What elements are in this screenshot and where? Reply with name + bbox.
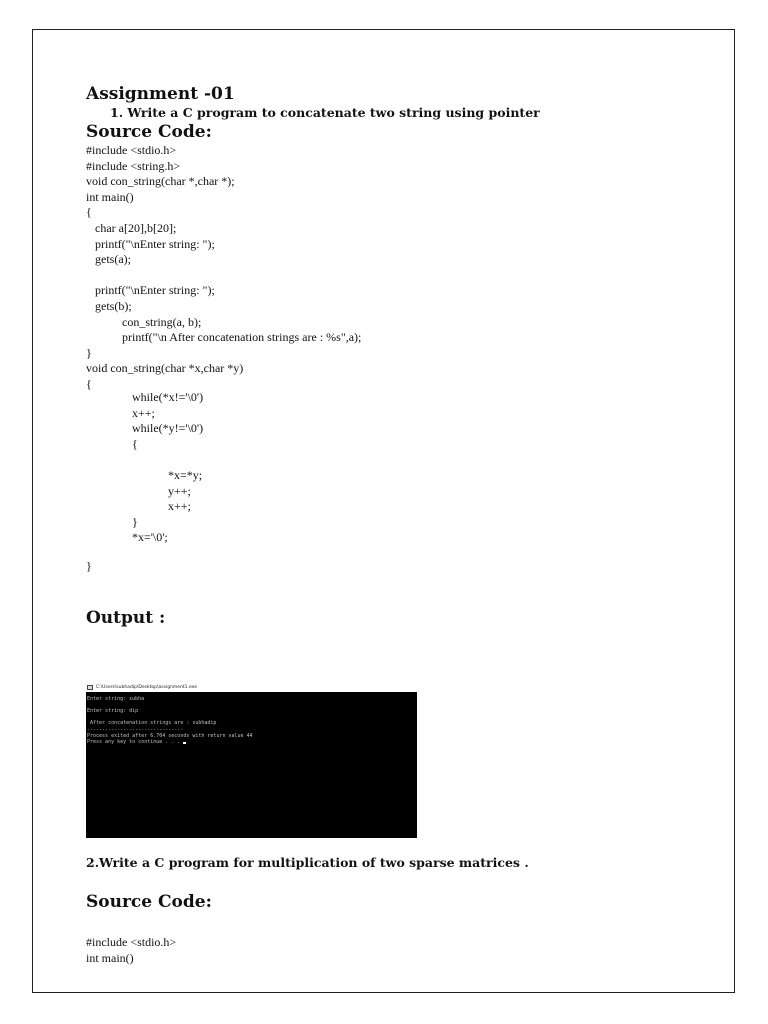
assignment-title: Assignment -01 [86,84,235,104]
code-line: y++; [132,483,191,498]
code-line: printf("\nEnter string: "); [86,283,215,298]
code-line: #include <stdio.h> [86,935,177,949]
code-line: x++; [132,499,191,514]
code-line: } [132,514,138,529]
code-line: gets(b); [86,298,132,313]
code-line: void con_string(char *,char *); [86,174,235,189]
code-closing-brace: } [86,559,92,573]
source-code-heading-1: Source Code: [86,122,212,142]
code-line: char a[20],b[20]; [86,220,177,235]
console-titlebar [86,683,417,692]
code-line: printf("\n After concatenation strings are : %s",a); [86,330,362,345]
code-line: { [132,436,138,451]
code-line: { [86,205,92,220]
console-cursor [183,742,186,744]
code-line: { [86,376,92,391]
code-line [86,268,361,284]
code-line: printf("\nEnter string: "); [86,236,215,251]
console-line: Enter string: dip [87,708,139,715]
question-2-title: 2.Write a C program for multiplication of two sparse matrices . [86,855,529,870]
source-code-heading-2: Source Code: [86,892,212,912]
code-line: int main() [86,189,134,204]
code-line: #include <string.h> [86,158,181,173]
code-line: #include <stdio.h> [86,143,177,157]
code-line: *x=*y; [132,467,203,482]
console-line: -------------------------------- [87,726,184,733]
console-line: Process exited after 6.704 seconds with return value 44 [87,732,253,739]
console-line: After concatenation strings are : subhadip [87,720,217,727]
code-line: int main() [86,950,134,965]
console-window-title: C:\Users\subhadip\Desktop\assignment1.exe [96,685,197,690]
console-body [86,692,417,745]
code-line: x++; [132,405,155,420]
code-block-main [86,143,361,393]
console-line: Enter string: subha [87,696,145,702]
code-line: gets(a); [86,252,131,267]
code-line: void con_string(char *x,char *y) [86,361,244,376]
code-block-function-body [132,390,203,546]
code-line [132,452,203,468]
console-output-screenshot [86,683,417,838]
output-heading: Output : [86,608,166,628]
code-line: *x='\0'; [132,530,168,545]
code-line: while(*y!='\0') [132,421,204,436]
code-line: } [86,345,92,360]
code-line: con_string(a, b); [86,314,202,329]
console-line: Press any key to continue . . . [87,739,416,745]
code-block-q2 [86,935,176,966]
code-line: while(*x!='\0') [132,390,204,404]
console-window-icon [87,685,93,690]
question-1-title: 1. Write a C program to concatenate two string using pointer [110,105,540,120]
